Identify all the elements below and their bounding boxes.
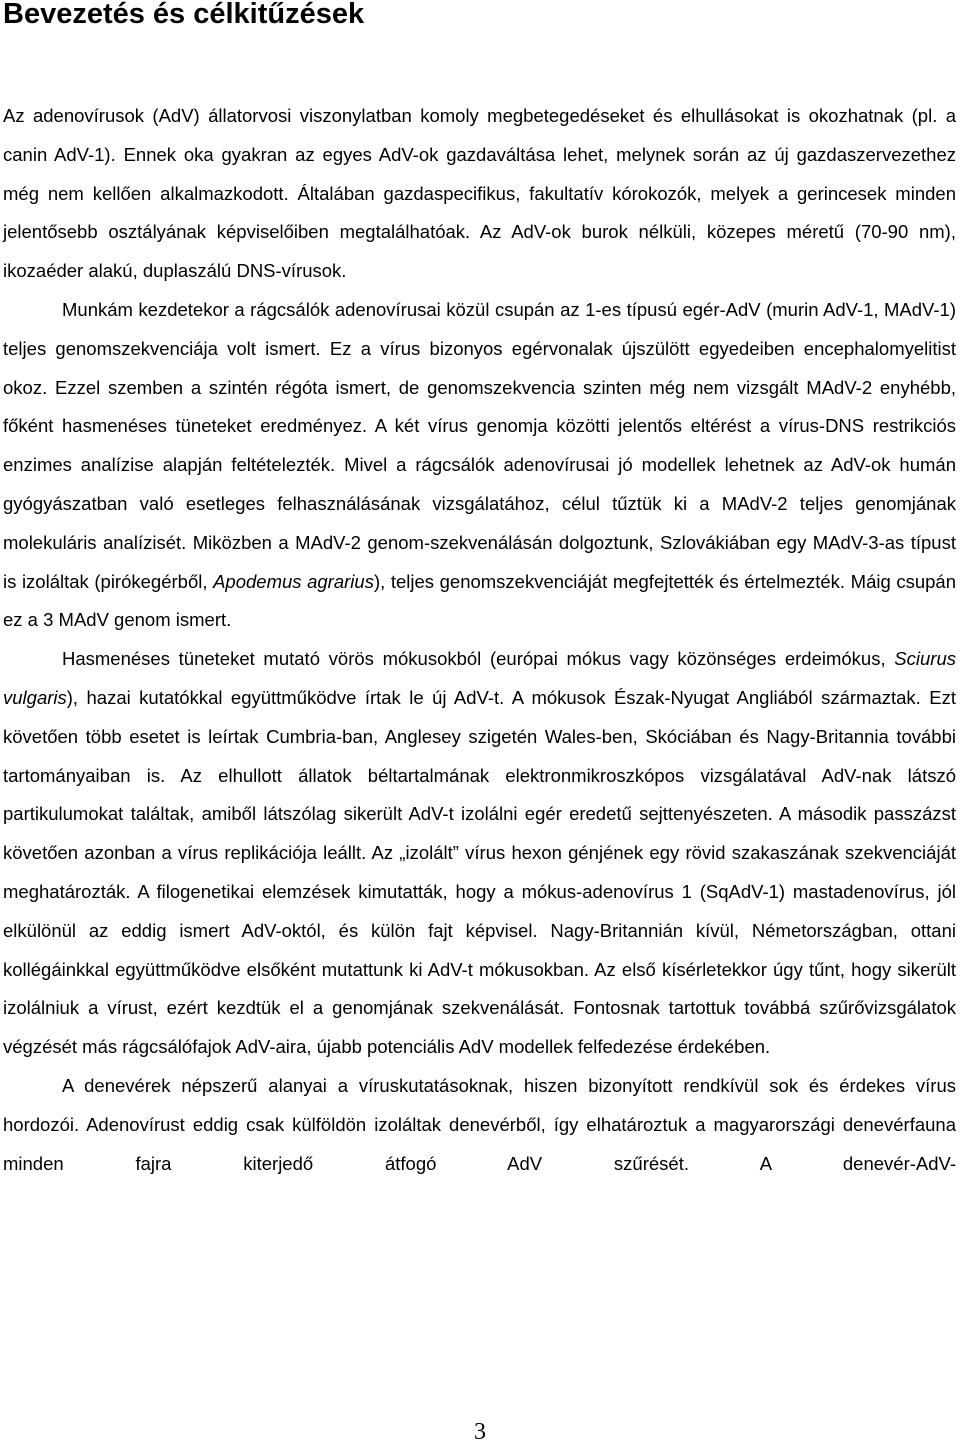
paragraph-squirrel-adenovirus xyxy=(3,640,956,1067)
paragraph-text: Munkám kezdetekor a rágcsálók adenovírusai közül csupán az 1-es típusú egér-AdV (murin AdV-1, MAdV-1) teljes genomszekvenciája volt ismert. Ez a vírus bizonyos egérvonalak újszülött egyedeiben encephalomyelitist okoz. Ezzel szemben a szintén régóta ismert, de genomszekvencia szinten még nem vizsgált MAdV-2 enyhébb, főként hasmenéses tüneteket eredményez. A két vírus genomja közötti jelentős eltérést a vírus-DNS restrikciós enzimes analízise alapján feltételezték. Mivel a rágcsálók adenovírusai jó modellek lehetnek az AdV-ok humán gyógyászatban való esetleges felhasználásának vizsgálatához, célul tűztük ki a MAdV-2 teljes genomjának molekuláris analízisét. Miközben a MAdV-2 genom-szekvenálásán dolgoztunk, Szlovákiában egy MAdV-3-as típust is izoláltak (pirókegérből, xyxy=(3,298,956,592)
page-number: 3 xyxy=(474,1419,486,1445)
document-body xyxy=(3,97,956,1183)
paragraph-adenovirus-intro: Az adenovírusok (AdV) állatorvosi viszonylatban komoly megbetegedéseket és elhullásokat is okozhatnak (pl. a canin AdV-1). Ennek oka gyakran az egyes AdV-ok gazdaváltása lehet, melynek során az új gazdaszervezethez még nem kellően alkalmazkodott. Általában gazdaspecifikus, fakultatív kórokozók, melyek a gerincesek minden jelentősebb osztályának képviselőiben megtalálhatóak. Az AdV-ok burok nélküli, közepes méretű (70-90 nm), ikozaéder alakú, duplaszálú DNS-vírusok. xyxy=(3,105,956,282)
paragraph-bat-adenovirus: A denevérek népszerű alanyai a víruskutatásoknak, hiszen bizonyított rendkívül sok és érdekes vírus hordozói. Adenovírust eddig csak külföldön izoláltak denevérből, így elhatároztuk a magyarországi denevérfauna minden fajra kiterjedő átfogó AdV szűrését. A denevér-AdV- xyxy=(3,1074,956,1174)
paragraph-text: ), hazai kutatókkal együttműködve írtak le új AdV-t. A mókusok Észak-Nyugat Angliából származtak. Ezt követően több esetet is leírtak Cumbria-ban, Anglesey szigetén Wales-ben, Skóciában és Nagy-Britannia további tartományaiban is. Az elhullott állatok béltartalmának elektronmikroszkópos vizsgálatával AdV-nak látszó partikulumokat találtak, amiből látszólag sikerült AdV-t izolálni egér eredetű sejttenyészeten. A második passzázst követően azonban a vírus replikációja leállt. Az „izolált” vírus hexon génjének egy rövid szakaszának szekvenciáját meghatározták. A filogenetikai elemzések kimutatták, hogy a mókus-adenovírus 1 (SqAdV-1) mastadenovírus, jól elkülönül az eddig ismert AdV-októl, és külön fajt képvisel. Nagy-Britannián kívül, Németországban, ottani kollégáinkkal együttműködve elsőként mutattunk ki AdV-t mókusokban. Az első kísérletekkor úgy tűnt, hogy sikerült izolálniuk a vírust, ezért kezdtük el a genomjának szekvenálását. Fontosnak tartottuk továbbá szűrővizsgálatok végzését más rágcsálófajok AdV-aira, újabb potenciális AdV modellek felfedezése érdekében. xyxy=(3,686,956,1058)
species-name: Apodemus agrarius xyxy=(213,570,374,592)
paragraph-text: Hasmenéses tüneteket mutató vörös mókusokból (európai mókus vagy közönséges erdeimókus, xyxy=(62,648,895,670)
paragraph-mouse-adenovirus xyxy=(3,291,956,640)
page-title: Bevezetés és célkitűzések xyxy=(3,0,365,30)
species-name: Sciurus vulgaris xyxy=(3,648,956,708)
paragraph-text: ), teljes genomszekvenciáját megfejtették és értelmezték. Máig csupán ez a 3 MAdV genom ismert. xyxy=(3,570,956,631)
